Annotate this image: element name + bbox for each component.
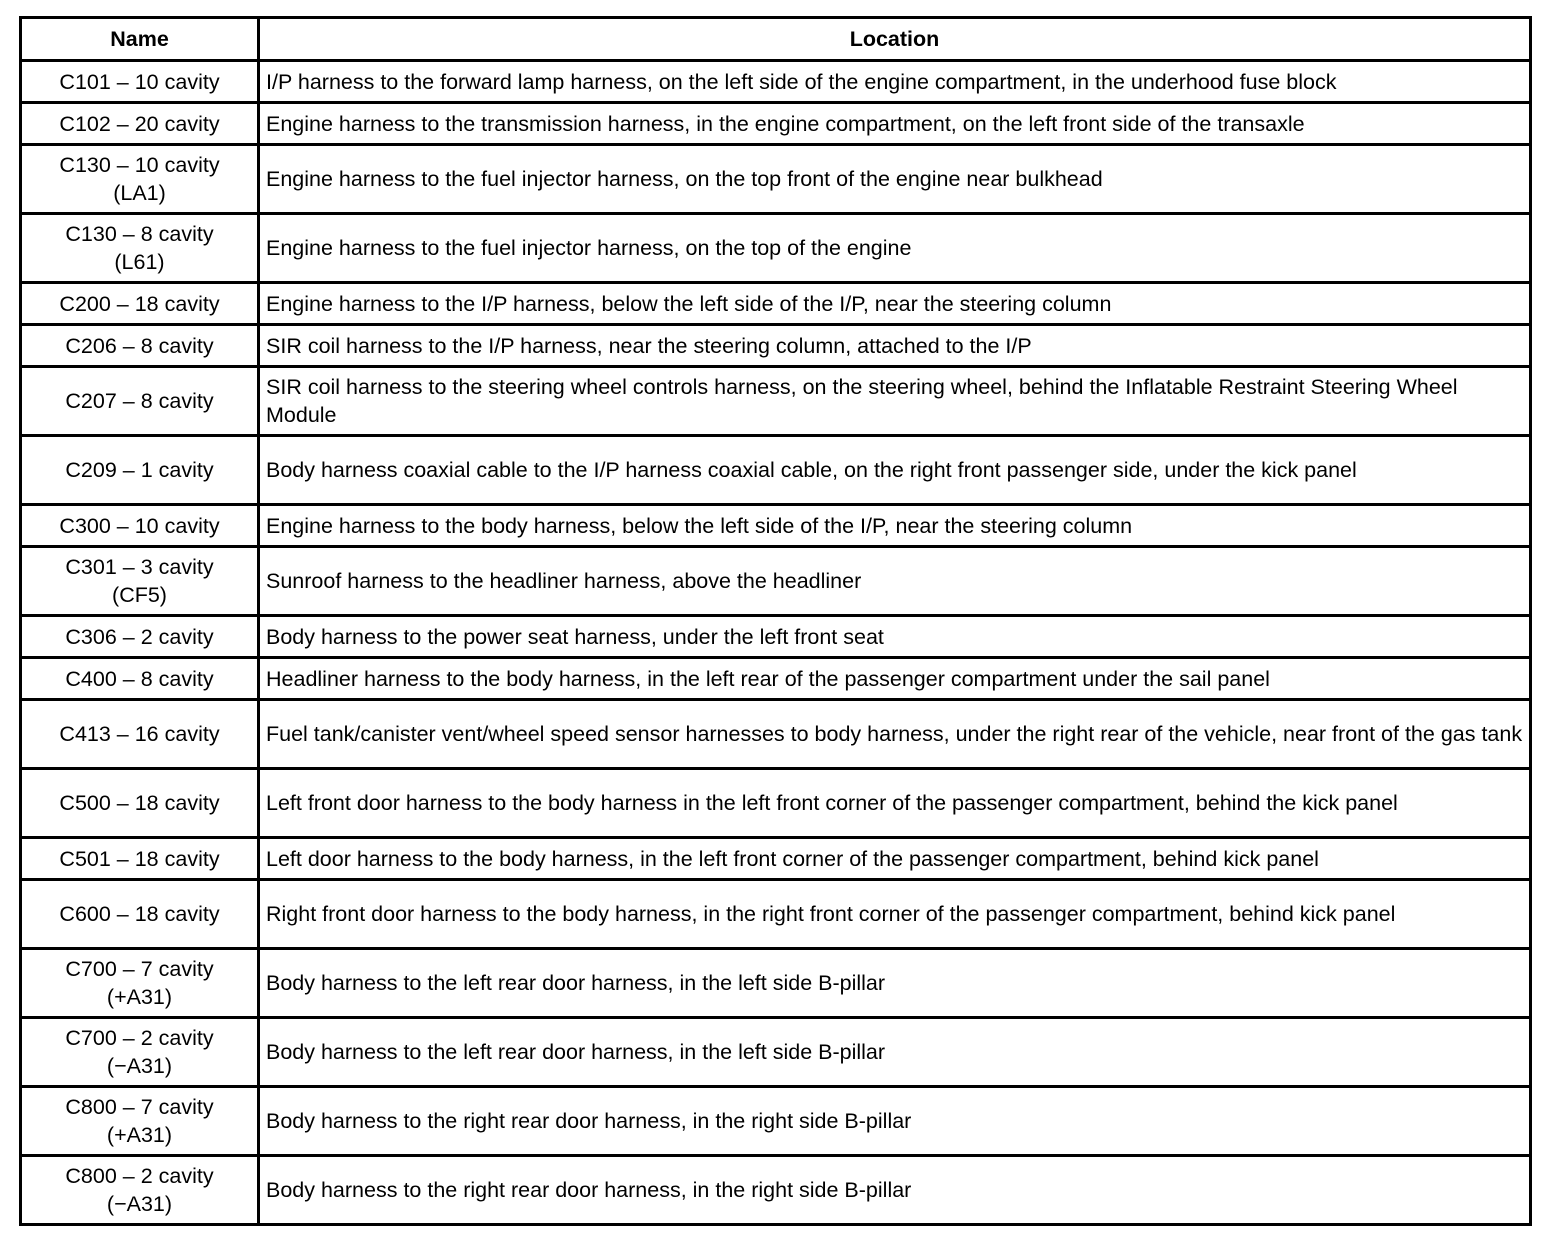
table-row <box>21 949 1531 1018</box>
connector-name <box>21 145 259 214</box>
connector-location: Fuel tank/canister vent/wheel speed sensor harnesses to body harness, under the right rear of the vehicle, near front of the gas tank <box>259 700 1531 769</box>
connector-name <box>21 547 259 616</box>
table-row <box>21 880 1531 949</box>
connector-option: (−A31) <box>106 1054 173 1078</box>
header-row <box>21 18 1531 61</box>
connector-id: C700 – 2 cavity <box>65 1026 214 1050</box>
table-row <box>21 103 1531 145</box>
connector-location: Right front door harness to the body harness, in the right front corner of the passenger compartment, behind kick panel <box>259 880 1531 949</box>
connector-name <box>21 61 259 103</box>
connector-location: Left front door harness to the body harness in the left front corner of the passenger compartment, behind the kick panel <box>259 769 1531 838</box>
table-row <box>21 616 1531 658</box>
connector-id: C301 – 3 cavity <box>65 555 214 579</box>
connector-id: C413 – 16 cavity <box>59 722 220 746</box>
table-row <box>21 145 1531 214</box>
table-row <box>21 325 1531 367</box>
connector-id: C306 – 2 cavity <box>65 624 214 649</box>
connector-option: (CF5) <box>112 583 167 607</box>
connector-location: Body harness to the right rear door harness, in the right side B-pillar <box>259 1156 1531 1225</box>
connector-location: Engine harness to the fuel injector harness, on the top front of the engine near bulkhead <box>259 145 1531 214</box>
connector-location: Engine harness to the transmission harness, in the engine compartment, on the left front side of the transaxle <box>259 103 1531 145</box>
table-row <box>21 700 1531 769</box>
connector-location: Headliner harness to the body harness, in the left rear of the passenger compartment under the sail panel <box>259 658 1531 700</box>
table-row <box>21 658 1531 700</box>
connector-location: Engine harness to the I/P harness, below the left side of the I/P, near the steering column <box>259 283 1531 325</box>
connector-id: C209 – 1 cavity <box>65 458 214 482</box>
connector-id: C207 – 8 cavity <box>65 389 214 413</box>
connector-name <box>21 949 259 1018</box>
connector-id: C500 – 18 cavity <box>59 791 220 815</box>
table-row <box>21 1156 1531 1225</box>
connector-location: Left door harness to the body harness, in the left front corner of the passenger compartment, behind kick panel <box>259 838 1531 880</box>
table-row <box>21 838 1531 880</box>
connector-name <box>21 769 259 838</box>
connector-id: C101 – 10 cavity <box>59 69 220 94</box>
connector-name <box>21 880 259 949</box>
connector-option: (L61) <box>114 250 165 274</box>
connector-name <box>21 658 259 700</box>
connector-location: Body harness coaxial cable to the I/P harness coaxial cable, on the right front passenger side, under the kick panel <box>259 436 1531 505</box>
connector-option: (+A31) <box>106 1123 173 1147</box>
connector-id: C130 – 10 cavity <box>59 153 220 177</box>
connector-table <box>19 16 1532 1226</box>
connector-name <box>21 1018 259 1087</box>
connector-name <box>21 1087 259 1156</box>
connector-name <box>21 700 259 769</box>
connector-option: (−A31) <box>106 1192 173 1216</box>
connector-location: SIR coil harness to the steering wheel controls harness, on the steering wheel, behind the Inflatable Restraint Steering Wheel Module <box>259 367 1531 436</box>
connector-id: C400 – 8 cavity <box>65 666 214 691</box>
connector-location: SIR coil harness to the I/P harness, near the steering column, attached to the I/P <box>259 325 1531 367</box>
connector-id: C130 – 8 cavity <box>65 222 214 246</box>
connector-id: C800 – 7 cavity <box>65 1095 214 1119</box>
connector-id: C200 – 18 cavity <box>59 291 220 316</box>
connector-name <box>21 367 259 436</box>
table-row <box>21 214 1531 283</box>
connector-name <box>21 103 259 145</box>
connector-name <box>21 214 259 283</box>
connector-location: Body harness to the left rear door harness, in the left side B-pillar <box>259 1018 1531 1087</box>
connector-location: I/P harness to the forward lamp harness, on the left side of the engine compartment, in the underhood fuse block <box>259 61 1531 103</box>
connector-id: C600 – 18 cavity <box>59 902 220 926</box>
connector-name <box>21 1156 259 1225</box>
connector-location: Sunroof harness to the headliner harness, above the headliner <box>259 547 1531 616</box>
table-row <box>21 283 1531 325</box>
header-location: Location <box>259 18 1531 61</box>
table-row <box>21 1087 1531 1156</box>
connector-option: (LA1) <box>113 181 166 205</box>
connector-name <box>21 616 259 658</box>
connector-id: C102 – 20 cavity <box>59 111 220 136</box>
table-row <box>21 367 1531 436</box>
connector-id: C501 – 18 cavity <box>59 846 220 871</box>
connector-location: Body harness to the right rear door harness, in the right side B-pillar <box>259 1087 1531 1156</box>
connector-name <box>21 505 259 547</box>
connector-name <box>21 436 259 505</box>
table-row <box>21 1018 1531 1087</box>
table-row <box>21 547 1531 616</box>
connector-location: Body harness to the power seat harness, under the left front seat <box>259 616 1531 658</box>
connector-name <box>21 838 259 880</box>
connector-id: C300 – 10 cavity <box>59 513 220 538</box>
connector-id: C800 – 2 cavity <box>65 1164 214 1188</box>
connector-id: C700 – 7 cavity <box>65 957 214 981</box>
table-row <box>21 61 1531 103</box>
connector-option: (+A31) <box>106 985 173 1009</box>
table-row <box>21 505 1531 547</box>
connector-location: Body harness to the left rear door harness, in the left side B-pillar <box>259 949 1531 1018</box>
connector-location: Engine harness to the body harness, below the left side of the I/P, near the steering column <box>259 505 1531 547</box>
table-row <box>21 769 1531 838</box>
connector-location: Engine harness to the fuel injector harness, on the top of the engine <box>259 214 1531 283</box>
header-name: Name <box>21 18 259 61</box>
table-row <box>21 436 1531 505</box>
connector-id: C206 – 8 cavity <box>65 333 214 358</box>
connector-name <box>21 325 259 367</box>
connector-name <box>21 283 259 325</box>
